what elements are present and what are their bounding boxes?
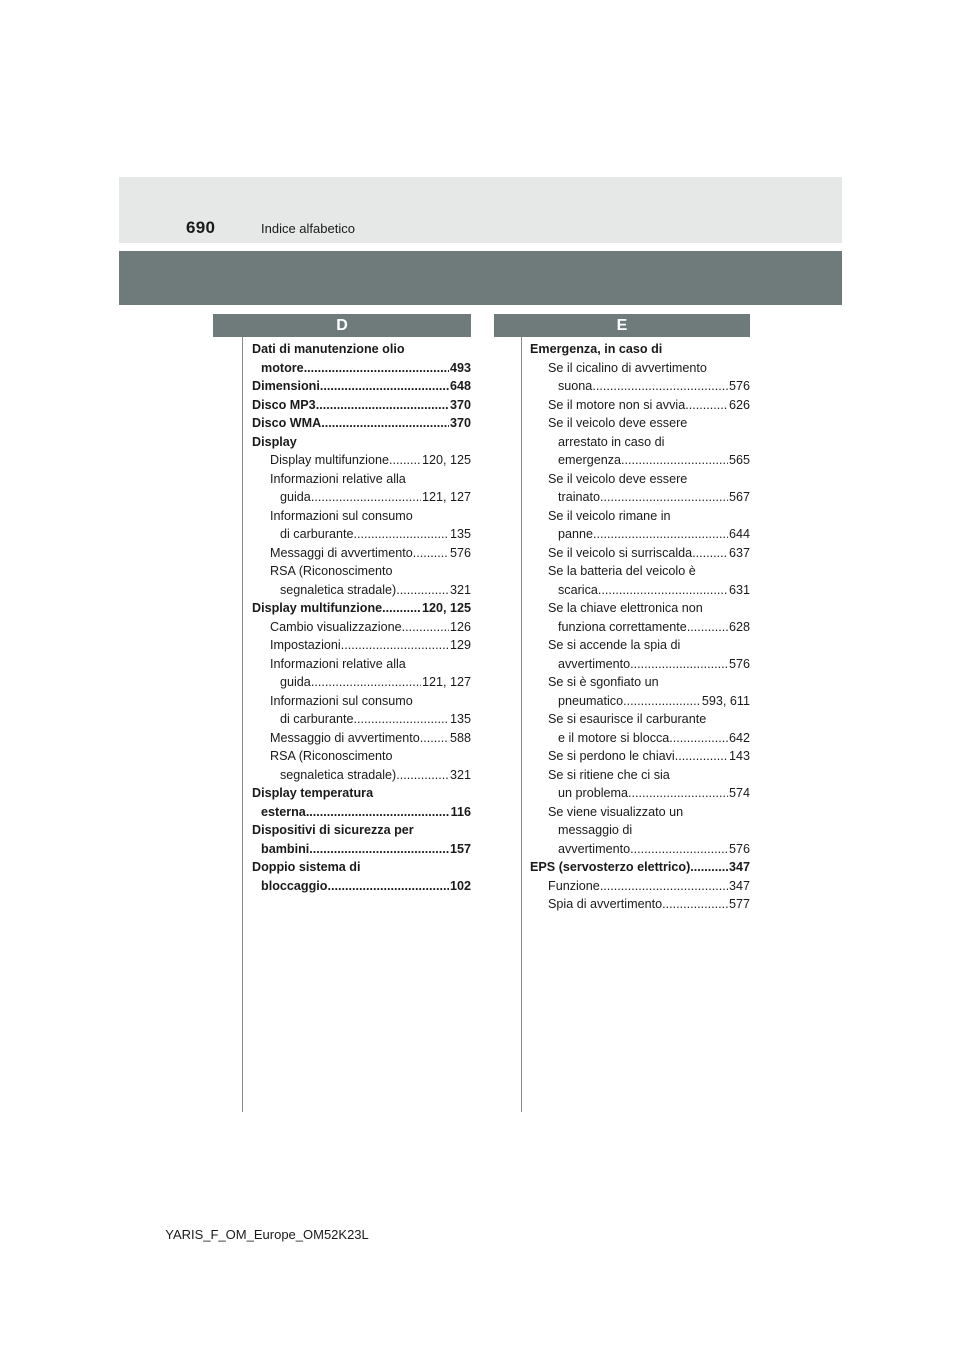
dot-leader [354, 710, 449, 729]
page-reference: 628 [728, 619, 750, 634]
index-entry [252, 618, 471, 637]
index-entry [530, 655, 750, 674]
index-entry [530, 821, 750, 840]
index-term: Se si ritiene che ci sia [548, 767, 670, 782]
index-entry [530, 803, 750, 822]
dot-leader [304, 359, 449, 378]
index-term: Spia di avvertimento [548, 897, 663, 911]
index-term: Se la chiave elettronica non [548, 601, 703, 615]
index-term: panne [558, 527, 594, 541]
page-reference: 588 [449, 730, 471, 745]
index-entry [530, 396, 750, 415]
index-term: RSA (Riconoscimento [270, 564, 393, 578]
page-reference: 347 [728, 860, 750, 874]
index-entry [252, 636, 471, 655]
dot-leader [402, 618, 449, 637]
page-reference: 642 [728, 730, 750, 745]
page-reference: 567 [728, 490, 750, 504]
index-entry [530, 433, 750, 452]
index-term: di carburante [280, 527, 354, 541]
index-entry [530, 581, 750, 600]
letter-tab-e: E [494, 314, 750, 337]
index-term: Display multifunzione [270, 453, 389, 467]
index-term: suona [558, 379, 593, 393]
index-term: segnaletica stradale) [280, 767, 397, 782]
dot-leader [690, 858, 728, 877]
page-reference: 121, 127 [421, 490, 471, 504]
index-term: trainato [558, 490, 601, 504]
index-term: e il motore si blocca [558, 730, 670, 745]
index-entry [530, 451, 750, 470]
index-term: Informazioni relative alla [270, 656, 406, 671]
index-entry [530, 784, 750, 803]
dot-leader [382, 599, 421, 618]
index-entry [252, 877, 471, 896]
index-term: Se il veicolo rimane in [548, 508, 671, 523]
page-reference: 576 [728, 379, 750, 393]
dot-leader [316, 396, 449, 415]
index-entry [530, 618, 750, 637]
dot-leader [675, 747, 728, 766]
index-term: esterna [261, 804, 306, 819]
index-term: Se il cicalino di avvertimento [548, 360, 707, 375]
index-term: arrestato in caso di [558, 434, 665, 449]
index-entry [530, 507, 750, 526]
index-term: Display [252, 434, 297, 449]
index-term: Se si perdono le chiavi [548, 749, 675, 763]
index-entry [252, 710, 471, 729]
dot-leader [598, 581, 728, 600]
index-entry [252, 581, 471, 600]
index-entry [252, 377, 471, 396]
index-term: guida [280, 490, 311, 504]
dot-leader [687, 618, 728, 637]
dot-leader [396, 766, 449, 785]
index-term: Disco MP3 [252, 397, 316, 412]
dot-leader [593, 525, 728, 544]
dot-leader [669, 729, 728, 748]
dot-leader [396, 581, 449, 600]
index-term: avvertimento [558, 841, 631, 856]
index-term: EPS (servosterzo elettrico) [530, 860, 691, 874]
index-term: Messaggio di avvertimento [270, 730, 420, 745]
index-entry [252, 729, 471, 748]
page-reference: 576 [728, 656, 750, 671]
dot-leader [630, 655, 728, 674]
index-entry [252, 766, 471, 785]
index-entry [252, 673, 471, 692]
index-term: di carburante [280, 712, 354, 726]
page-reference: 120, 125 [421, 601, 471, 615]
index-term: Emergenza, in caso di [530, 342, 663, 356]
header-band [119, 251, 842, 305]
page-reference: 637 [728, 545, 750, 560]
page-reference: 576 [449, 545, 471, 560]
index-entry [252, 692, 471, 711]
index-term: scarica [558, 582, 598, 597]
index-term: Doppio sistema di [252, 860, 361, 874]
page-reference: 126 [449, 619, 471, 634]
index-term: pneumatico [558, 693, 624, 708]
index-entry [252, 470, 471, 489]
column-divider-right [521, 337, 522, 1112]
index-term: Informazioni sul consumo [270, 693, 413, 708]
index-entry [530, 747, 750, 766]
index-entry [252, 784, 471, 803]
index-term: Dispositivi di sicurezza per [252, 823, 414, 837]
index-entry [530, 562, 750, 581]
index-entry [252, 599, 471, 618]
letter-tab-d: D [213, 314, 471, 337]
section-title: Indice alfabetico [261, 221, 355, 236]
column-divider-left [242, 337, 243, 1112]
dot-leader [389, 451, 421, 470]
index-term: funziona correttamente [558, 619, 687, 634]
dot-leader [320, 377, 449, 396]
page-reference: 648 [449, 379, 471, 393]
page-reference: 102 [449, 878, 471, 893]
index-term: Se il veicolo si surriscalda [548, 545, 693, 560]
page-reference: 370 [449, 416, 471, 430]
dot-leader [321, 414, 449, 433]
index-entry [252, 414, 471, 433]
dot-leader [630, 840, 728, 859]
dot-leader [692, 544, 728, 563]
index-term: Informazioni sul consumo [270, 508, 413, 523]
index-term: motore [261, 360, 304, 375]
index-term: Se si accende la spia di [548, 638, 681, 652]
index-entry [252, 396, 471, 415]
index-term: un problema [558, 786, 629, 800]
page-number: 690 [186, 218, 216, 237]
index-term: guida [280, 675, 311, 689]
index-entry [252, 525, 471, 544]
index-entry [252, 359, 471, 378]
page-reference: 135 [449, 712, 471, 726]
index-entry [252, 840, 471, 859]
document-code-footer [0, 1227, 960, 1242]
page-reference: 565 [728, 453, 750, 467]
index-term: Se viene visualizzato un [548, 804, 684, 819]
dot-leader [354, 525, 449, 544]
index-term: Se il motore non si avvia [548, 397, 686, 412]
index-term: segnaletica stradale) [280, 582, 397, 597]
dot-leader [420, 729, 449, 748]
index-entry [530, 766, 750, 785]
index-entry [530, 359, 750, 378]
header-bar [119, 177, 842, 243]
document-code: YARIS_F_OM_Europe_OM52K23L [165, 1227, 369, 1242]
page-reference: 370 [449, 397, 471, 412]
index-term: Se si è sgonfiato un [548, 675, 659, 689]
index-entry [530, 488, 750, 507]
index-entry [530, 692, 750, 711]
index-term: Funzione [548, 878, 600, 893]
page-reference: 576 [728, 841, 750, 856]
dot-leader [628, 784, 728, 803]
index-entry [530, 877, 750, 896]
index-column-e [530, 340, 750, 914]
page-reference: 574 [728, 786, 750, 800]
page-reference: 157 [449, 841, 471, 856]
index-column-d [252, 340, 471, 895]
index-term: Messaggi di avvertimento [270, 545, 413, 560]
index-entry [530, 729, 750, 748]
index-entry [252, 747, 471, 766]
index-term: Se la batteria del veicolo è [548, 564, 696, 578]
page-reference: 593, 611 [701, 693, 750, 708]
index-term: emergenza [558, 453, 622, 467]
page-reference: 347 [728, 878, 750, 893]
index-entry [530, 599, 750, 618]
index-entry [530, 858, 750, 877]
dot-leader [341, 636, 449, 655]
index-entry [252, 803, 471, 822]
dot-leader [413, 544, 449, 563]
page-reference: 321 [449, 767, 471, 782]
dot-leader [311, 673, 421, 692]
dot-leader [662, 895, 728, 914]
index-term: Se il veicolo deve essere [548, 471, 688, 486]
index-entry [530, 340, 750, 359]
index-entry [252, 821, 471, 840]
dot-leader [306, 803, 450, 822]
page-reference: 121, 127 [421, 675, 471, 689]
index-entry [530, 525, 750, 544]
page-reference: 129 [449, 638, 471, 652]
index-term: bloccaggio [261, 878, 328, 893]
page-reference: 120, 125 [421, 453, 471, 467]
index-term: avvertimento [558, 656, 631, 671]
index-entry [530, 895, 750, 914]
index-term: Display temperatura [252, 786, 374, 800]
page-reference: 116 [450, 804, 471, 819]
index-entry [252, 507, 471, 526]
index-entry [252, 562, 471, 581]
dot-leader [621, 451, 728, 470]
index-entry [530, 470, 750, 489]
index-term: Se si esaurisce il carburante [548, 712, 707, 726]
dot-leader [327, 877, 449, 896]
index-term: messaggio di [558, 823, 633, 837]
page-reference: 321 [449, 582, 471, 597]
index-term: Informazioni relative alla [270, 471, 406, 486]
page-reference: 631 [728, 582, 750, 597]
page-reference: 135 [449, 527, 471, 541]
index-entry [252, 544, 471, 563]
index-entry [530, 710, 750, 729]
dot-leader [623, 692, 701, 711]
dot-leader [309, 840, 449, 859]
page-reference: 493 [449, 360, 471, 375]
index-term: Cambio visualizzazione [270, 619, 402, 634]
index-entry [530, 544, 750, 563]
index-entry [530, 673, 750, 692]
index-entry [530, 840, 750, 859]
index-term: RSA (Riconoscimento [270, 749, 393, 763]
index-entry [252, 655, 471, 674]
page-reference: 577 [728, 897, 750, 911]
index-term: Se il veicolo deve essere [548, 416, 688, 430]
dot-leader [311, 488, 421, 507]
index-entry [252, 451, 471, 470]
index-term: Dimensioni [252, 379, 320, 393]
index-term: Disco WMA [252, 416, 322, 430]
index-entry [252, 858, 471, 877]
page-reference: 143 [728, 749, 750, 763]
dot-leader [600, 877, 728, 896]
index-term: Impostazioni [270, 638, 341, 652]
page-reference: 644 [728, 527, 750, 541]
index-entry [530, 377, 750, 396]
dot-leader [685, 396, 728, 415]
index-entry [252, 340, 471, 359]
index-entry [530, 636, 750, 655]
index-entry [252, 488, 471, 507]
index-entry [530, 414, 750, 433]
index-entry [252, 433, 471, 452]
dot-leader [600, 488, 728, 507]
index-term: bambini [261, 841, 310, 856]
page-reference: 626 [728, 397, 750, 412]
index-term: Dati di manutenzione olio [252, 342, 405, 356]
dot-leader [592, 377, 728, 396]
index-term: Display multifunzione [252, 601, 383, 615]
